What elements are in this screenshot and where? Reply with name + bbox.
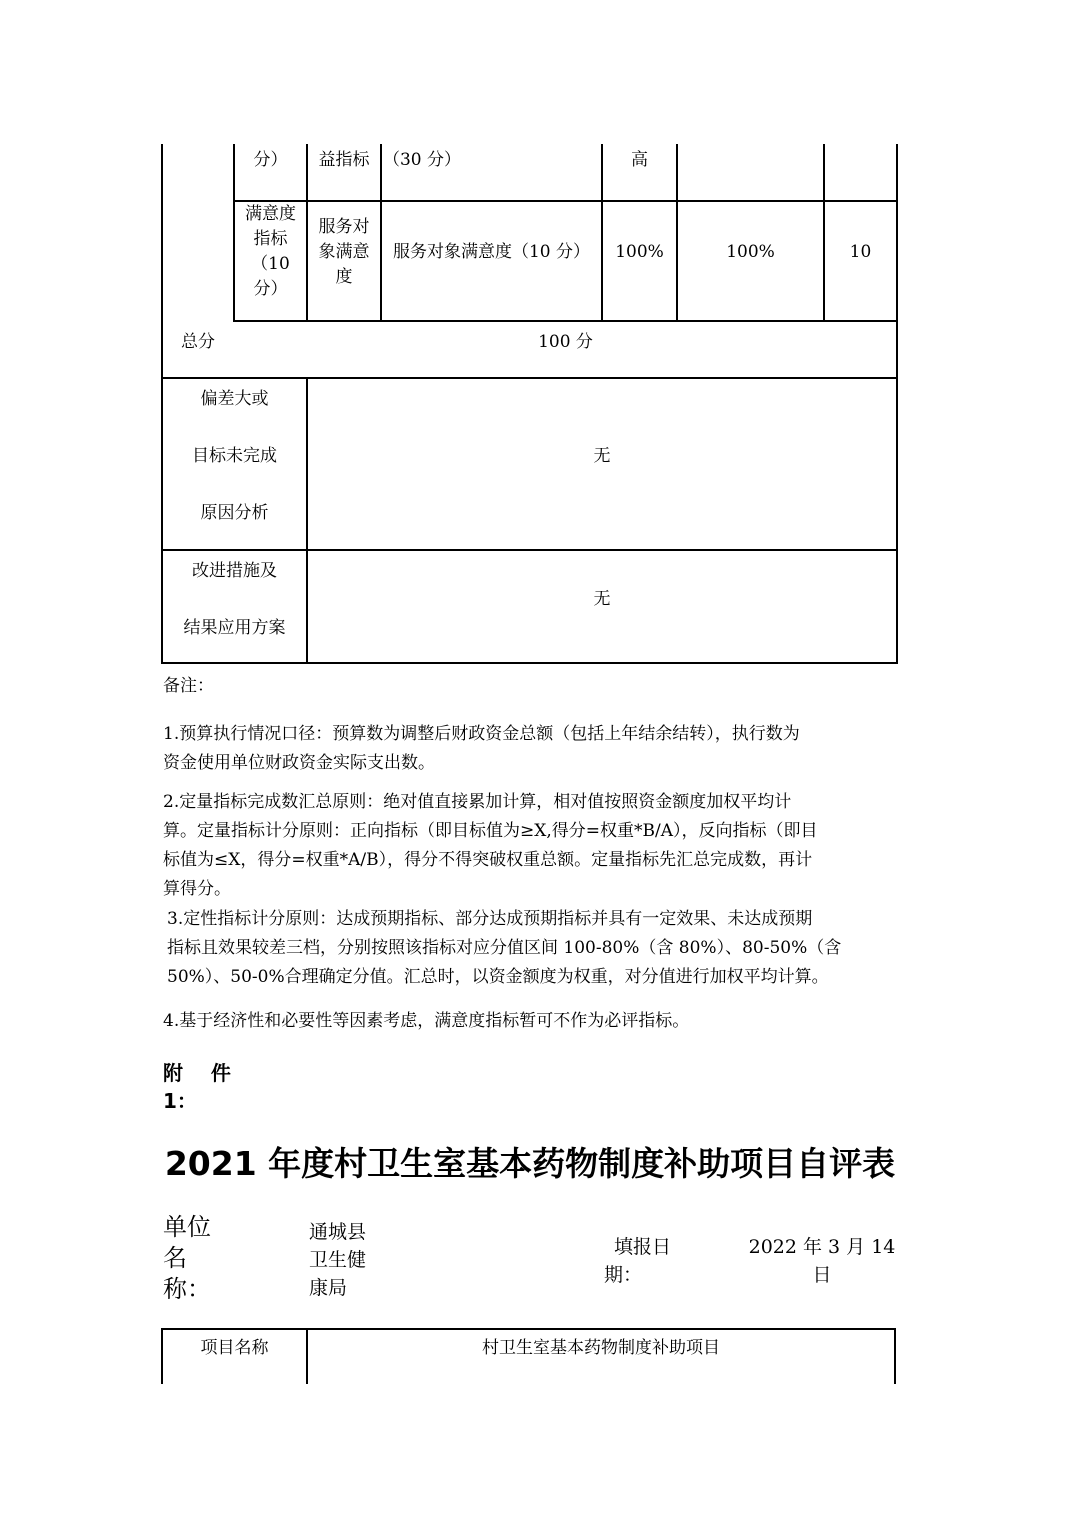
attachment-label-line1: 附 件 xyxy=(163,1061,231,1085)
total-value: 100 分 xyxy=(538,331,593,352)
project-name-label: 项目名称 xyxy=(200,1337,269,1358)
cell-indicator: （30 分） xyxy=(382,149,462,170)
note-item-3: 3.定性指标计分原则：达成预期指标、部分达成预期指标并具有一定效果、未达成预期 指标且效果较差三档，分别按照该指标对应分值区间 100-80%（含 80%）、80-50%（含 50%）、50-0%合理确定分值。汇总时，以资金额度为权重，对分值进行加权平均计算。 xyxy=(167,909,842,987)
cell-subcategory: 益指标 xyxy=(318,149,370,170)
note-item-2: 2.定量指标完成数汇总原则：绝对值直接累加计算，相对值按照资金额度加权平均计 算。定量指标计分原则：正向指标（即目标值为≥X,得分=权重*B/A），反向指标（即目 标值为≤X，得分=权重*A/B），得分不得突破权重总额。定量指标先汇总完成数，再计 算得分。 xyxy=(163,792,818,899)
unit-name-label: 单位 名 称： xyxy=(163,1213,211,1303)
improve-label-line1: 改进措施及 xyxy=(192,560,277,581)
project-name-value: 村卫生室基本药物制度补助项目 xyxy=(482,1337,720,1358)
deviation-label-line3: 原因分析 xyxy=(200,502,269,523)
page-title: 2021 年度村卫生室基本药物制度补助项目自评表 xyxy=(164,1144,896,1183)
table-border xyxy=(161,662,898,664)
cell-indicator: 服务对象满意度（10 分） xyxy=(392,241,591,262)
table-border xyxy=(161,377,898,379)
report-date-label: 填报日 期： xyxy=(604,1236,672,1286)
cell-target: 100% xyxy=(615,241,664,262)
improve-label-line2: 结果应用方案 xyxy=(183,617,286,638)
table-border xyxy=(896,144,898,664)
cell-score xyxy=(825,146,896,174)
notes-heading: 备注： xyxy=(163,676,214,696)
deviation-value: 无 xyxy=(593,445,611,466)
improve-value: 无 xyxy=(593,588,611,609)
unit-name-value: 通城县 卫生健 康局 xyxy=(309,1221,367,1299)
cell-score: 10 xyxy=(849,241,872,262)
table-border xyxy=(894,1328,896,1384)
report-date-value: 2022 年 3 月 14 日 xyxy=(748,1236,896,1286)
cell-category: 满意度 指标 （10 分） xyxy=(245,204,296,299)
cell-subcategory: 服务对 象满意 度 xyxy=(318,216,370,287)
cell-target: 高 xyxy=(631,149,648,170)
deviation-label-line1: 偏差大或 xyxy=(200,388,269,409)
table-border xyxy=(161,549,898,551)
note-item-1: 1.预算执行情况口径：预算数为调整后财政资金总额（包括上年结余结转），执行数为 资金使用单位财政资金实际支出数。 xyxy=(163,724,800,773)
cell-actual: 100% xyxy=(726,241,775,262)
deviation-label-line2: 目标未完成 xyxy=(192,445,277,466)
table-border xyxy=(161,1328,896,1330)
cell-actual xyxy=(678,146,823,174)
note-item-4: 4.基于经济性和必要性等因素考虑，满意度指标暂可不作为必评指标。 xyxy=(163,1011,690,1031)
total-label: 总分 xyxy=(181,331,215,352)
attachment-label-line2: 1： xyxy=(163,1089,197,1113)
cell-category-tail: 分） xyxy=(253,149,288,170)
table-border xyxy=(306,379,308,664)
